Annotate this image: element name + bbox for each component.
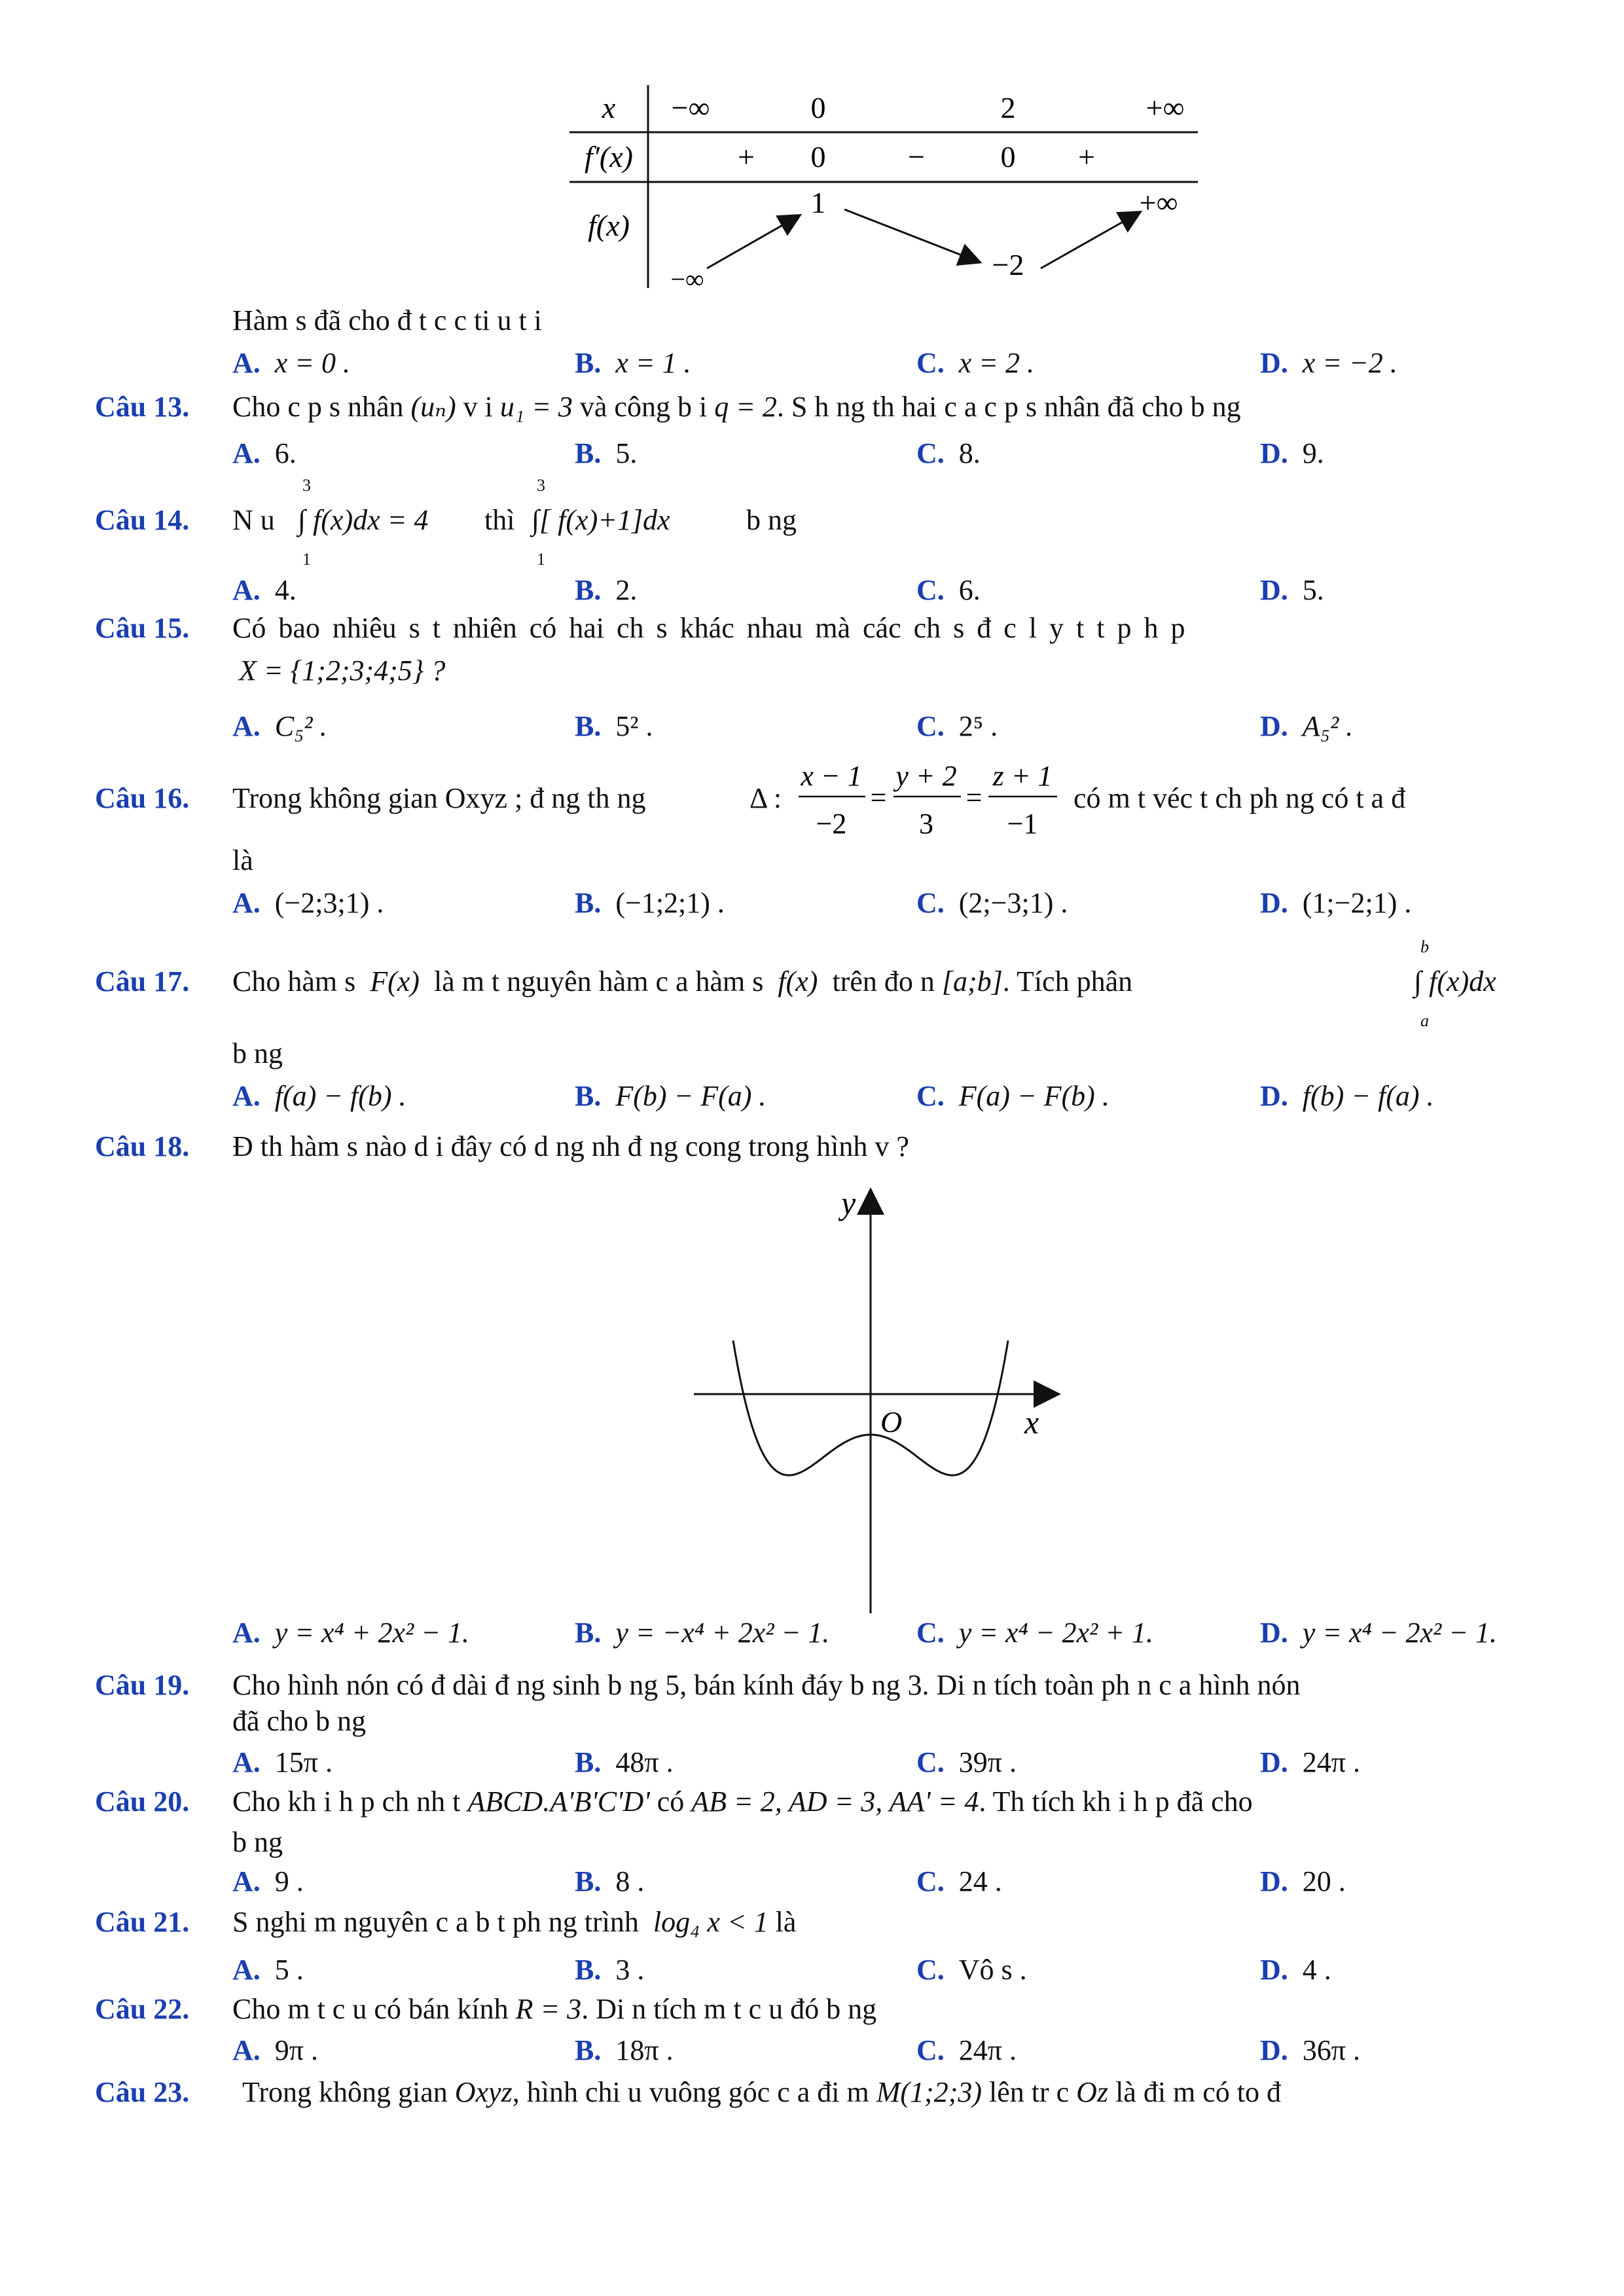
table-f-value: −∞: [670, 264, 704, 294]
table-fprime-sign: 0: [1000, 140, 1016, 173]
increase-arrow: [1041, 213, 1139, 268]
q15-set: X = {1;2;3;4;5} ?: [239, 655, 446, 687]
q12-option-c[interactable]: C. x = 2 .: [916, 347, 1035, 379]
q13-option-d[interactable]: D. 9.: [1260, 437, 1324, 469]
q18-label: Câu 18.: [95, 1130, 190, 1162]
q13-option-c[interactable]: C. 8.: [916, 437, 981, 469]
q14-int2-upper: 3: [537, 476, 545, 495]
q22-option-b[interactable]: B. 18π .: [575, 2034, 674, 2066]
table-fprime-sign: −: [908, 140, 925, 173]
table-fprime-sign: 0: [810, 140, 826, 173]
q14-option-d[interactable]: D. 5.: [1260, 574, 1324, 606]
q22-label: Câu 22.: [95, 1993, 190, 2025]
q17-stem-e: b ng: [232, 1037, 283, 1069]
table-x-label: x: [602, 91, 616, 124]
q14-int2-lower: 1: [537, 550, 545, 569]
q20-label: Câu 20.: [95, 1785, 190, 1818]
q19-option-b[interactable]: B. 48π .: [575, 1746, 674, 1778]
q12-option-a[interactable]: A. x = 0 .: [232, 347, 351, 379]
q19-stem-2: đã cho b ng: [232, 1705, 367, 1737]
q12-option-d[interactable]: D. x = −2 .: [1260, 347, 1398, 379]
q14-int1: ∫ f(x)dx = 4: [298, 504, 429, 536]
q16-option-a[interactable]: A. (−2;3;1) .: [232, 887, 384, 919]
q17-option-c[interactable]: C. F(a) − F(b) .: [916, 1080, 1110, 1112]
decrease-arrow: [844, 209, 979, 262]
table-f-value: −2: [992, 248, 1024, 281]
q15-option-c[interactable]: C. 2⁵ .: [916, 710, 998, 742]
frac-den: −1: [1007, 808, 1038, 840]
table-x-value: −∞: [671, 91, 710, 124]
q17-option-a[interactable]: A. f(a) − f(b) .: [232, 1080, 406, 1112]
q20-option-d[interactable]: D. 20 .: [1260, 1865, 1346, 1897]
q20-option-b[interactable]: B. 8 .: [575, 1865, 645, 1897]
q22-option-a[interactable]: A. 9π .: [232, 2034, 318, 2066]
q23-stem: Trong không gian Oxyz, hình chi u vuông góc c a đi m M(1;2;3) lên tr c Oz là đi m có to đ: [242, 2076, 1282, 2108]
q21-label: Câu 21.: [95, 1906, 190, 1938]
table-fprime-label: f′(x): [585, 140, 633, 173]
table-f-value: +∞: [1139, 186, 1178, 219]
q12-stem: Hàm s đã cho đ t c c ti u t i: [232, 304, 542, 336]
q19-option-c[interactable]: C. 39π .: [916, 1746, 1017, 1778]
origin-label: O: [880, 1405, 903, 1439]
table-x-value: 0: [810, 91, 826, 124]
q22-option-c[interactable]: C. 24π .: [916, 2034, 1017, 2066]
q14-option-b[interactable]: B. 2.: [575, 574, 638, 606]
q18-option-b[interactable]: B. y = −x⁴ + 2x² − 1.: [575, 1617, 830, 1649]
svg-text:=: =: [870, 781, 887, 814]
increase-arrow: [707, 216, 799, 268]
q14-int1-lower: 1: [302, 550, 311, 569]
q19-stem-1: Cho hình nón có đ dài đ ng sinh b ng 5, bán kính đáy b ng 3. Di n tích toàn ph n c a hình nón: [232, 1669, 1301, 1701]
q12-option-b[interactable]: B. x = 1 .: [575, 347, 691, 379]
q17-stem: Cho hàm s F(x) là m t nguyên hàm c a hàm s f(x) trên đo n [a;b]. Tích phân: [232, 965, 1133, 997]
q13-option-a[interactable]: A. 6.: [232, 437, 297, 469]
q15-stem: Có bao nhiêu s t nhiên có hai ch s khác nhau mà các ch s đ c l y t t p h p: [232, 612, 1185, 644]
q21-option-b[interactable]: B. 3 .: [575, 1954, 645, 1986]
q18-graph: [687, 1178, 1074, 1623]
q16-option-c[interactable]: C. (2;−3;1) .: [916, 887, 1068, 919]
table-f-label: f(x): [588, 209, 630, 242]
q15-option-b[interactable]: B. 5² .: [575, 710, 653, 742]
frac-num: y + 2: [895, 760, 957, 792]
frac-num: z + 1: [992, 760, 1053, 792]
q14-label: Câu 14.: [95, 504, 190, 536]
x-axis-label: x: [1024, 1404, 1039, 1441]
q18-option-d[interactable]: D. y = x⁴ − 2x² − 1.: [1260, 1617, 1497, 1649]
q16-stem-a: Trong không gian Oxyz ; đ ng th ng: [232, 782, 646, 814]
q18-option-c[interactable]: C. y = x⁴ − 2x² + 1.: [916, 1617, 1153, 1649]
q13-label: Câu 13.: [95, 391, 190, 423]
q16-stem-b: có m t véc t ch ph ng có t a đ: [1074, 782, 1406, 814]
table-fprime-sign: +: [1078, 140, 1095, 173]
q16-fractions: [792, 756, 1067, 848]
q14-int1-upper: 3: [302, 476, 311, 495]
q14-stem-a: N u: [232, 504, 275, 536]
q14-option-a[interactable]: A. 4.: [232, 574, 297, 606]
q21-option-d[interactable]: D. 4 .: [1260, 1954, 1331, 1986]
q17-label: Câu 17.: [95, 965, 190, 997]
q14-stem-c: b ng: [746, 504, 797, 536]
q19-option-a[interactable]: A. 15π .: [232, 1746, 333, 1778]
table-f-value: 1: [810, 186, 826, 219]
q17-int-upper: b: [1420, 937, 1429, 956]
q14-option-c[interactable]: C. 6.: [916, 574, 981, 606]
q16-label: Câu 16.: [95, 782, 190, 814]
q16-stem-c: là: [232, 844, 253, 876]
frac-den: −2: [816, 808, 847, 840]
q15-option-d[interactable]: D. A₅² .: [1260, 710, 1354, 742]
q20-stem-d: b ng: [232, 1826, 283, 1858]
table-x-value: +∞: [1146, 91, 1185, 124]
q23-label: Câu 23.: [95, 2076, 190, 2108]
svg-text:=: =: [965, 781, 983, 814]
q20-option-a[interactable]: A. 9 .: [232, 1865, 304, 1897]
q15-option-a[interactable]: A. C₅² .: [232, 710, 327, 742]
q13-option-b[interactable]: B. 5.: [575, 437, 638, 469]
q14-int2: ∫[ f(x)+1]dx: [532, 504, 670, 536]
q20-stem: Cho kh i h p ch nh t ABCD.A'B'C'D' có AB = 2, AD = 3, AA' = 4. Th tích kh i h p đã cho: [232, 1785, 1253, 1818]
q21-stem: S nghi m nguyên c a b t ph ng trình log₄ x < 1 là: [232, 1906, 797, 1938]
q20-option-c[interactable]: C. 24 .: [916, 1865, 1002, 1897]
q19-label: Câu 19.: [95, 1669, 190, 1701]
q18-stem: Đ th hàm s nào d i đây có d ng nh đ ng cong trong hình v ?: [232, 1130, 909, 1162]
variation-table: [563, 85, 1204, 301]
y-axis-label: y: [841, 1185, 856, 1221]
q16-delta: Δ :: [749, 782, 782, 814]
q19-option-d[interactable]: D. 24π .: [1260, 1746, 1360, 1778]
frac-num: x − 1: [801, 760, 862, 792]
q17-integral: ∫ f(x)dx: [1414, 965, 1496, 997]
q17-option-b[interactable]: B. F(b) − F(a) .: [575, 1080, 767, 1112]
q22-stem: Cho m t c u có bán kính R = 3. Di n tích m t c u đó b ng: [232, 1993, 877, 2025]
q16-option-d[interactable]: D. (1;−2;1) .: [1260, 887, 1412, 919]
q16-option-b[interactable]: B. (−1;2;1) .: [575, 887, 725, 919]
frac-den: 3: [919, 808, 933, 840]
q17-option-d[interactable]: D. f(b) − f(a) .: [1260, 1080, 1434, 1112]
table-fprime-sign: +: [738, 140, 755, 173]
q21-option-a[interactable]: A. 5 .: [232, 1954, 304, 1986]
q21-option-c[interactable]: C. Vô s .: [916, 1954, 1027, 1986]
q14-stem-b: thì: [484, 504, 515, 536]
q15-label: Câu 15.: [95, 612, 190, 644]
q13-stem: Cho c p s nhân (uₙ) v i u₁ = 3 và công b i q = 2. S h ng th hai c a c p s nhân đã cho b ng: [232, 391, 1241, 423]
q17-int-lower: a: [1420, 1011, 1429, 1030]
table-x-value: 2: [1000, 91, 1016, 124]
q18-option-a[interactable]: A. y = x⁴ + 2x² − 1.: [232, 1617, 469, 1649]
q22-option-d[interactable]: D. 36π .: [1260, 2034, 1360, 2066]
